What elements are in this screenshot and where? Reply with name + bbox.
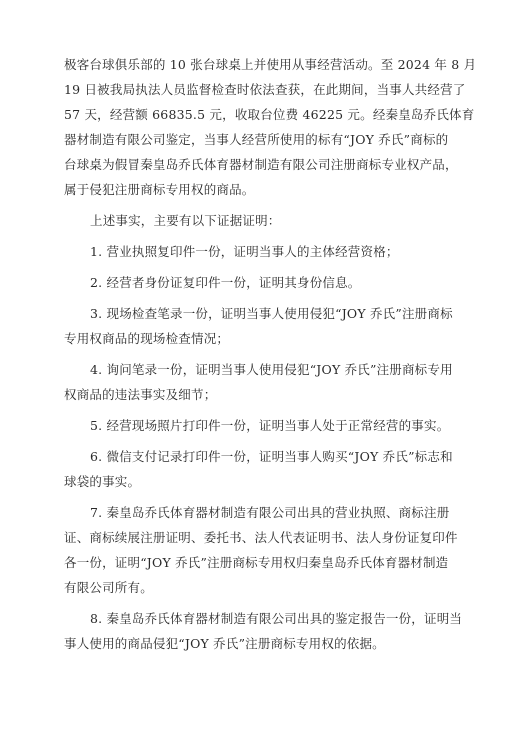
evidence-item-4-line-2: 权商品的违法事实及细节； xyxy=(64,387,217,402)
evidence-item-7-line-4: 有限公司所有。 xyxy=(64,580,153,595)
body-line-1: 极客台球俱乐部的 10 张台球桌上并使用从事经营活动。至 2024 年 8 月 xyxy=(64,57,477,72)
evidence-item-2: 2. 经营者身份证复印件一份，证明其身份信息。 xyxy=(90,275,361,290)
body-line-2: 19 日被我局执法人员监督检查时依法查获，在此期间，当事人共经营了 xyxy=(64,82,466,97)
evidence-item-7-line-2: 证、商标续展注册证明、委托书、法人代表证明书、法人身份证复印件 xyxy=(64,530,458,545)
body-line-5: 台球桌为假冒秦皇岛乔氏体育器材制造有限公司注册商标专业权产品， xyxy=(64,157,458,172)
body-line-3: 57 天，经营额 66835.5 元，收取台位费 46225 元。经秦皇岛乔氏体育 xyxy=(64,107,475,122)
evidence-item-5: 5. 经营现场照片打印件一份，证明当事人处于正常经营的事实。 xyxy=(90,418,450,433)
evidence-item-6-line-2: 球袋的事实。 xyxy=(64,474,141,489)
evidence-item-4-line-1: 4. 询问笔录一份，证明当事人使用侵犯“JOY 乔氏”注册商标专用 xyxy=(90,362,453,377)
evidence-item-8-line-2: 事人使用的商品侵犯“JOY 乔氏”注册商标专用权的依据。 xyxy=(64,636,385,651)
evidence-item-6-line-1: 6. 微信支付记录打印件一份，证明当事人购买“JOY 乔氏”标志和 xyxy=(90,449,453,464)
evidence-item-1: 1. 营业执照复印件一份，证明当事人的主体经营资格； xyxy=(90,244,399,259)
evidence-item-3-line-1: 3. 现场检查笔录一份，证明当事人使用侵犯“JOY 乔氏”注册商标 xyxy=(90,306,453,321)
evidence-intro: 上述事实，主要有以下证据证明： xyxy=(90,213,281,228)
evidence-item-3-line-2: 专用权商品的现场检查情况； xyxy=(64,331,230,346)
evidence-item-7-line-1: 7. 秦皇岛乔氏体育器材制造有限公司出具的营业执照、商标注册 xyxy=(90,505,450,520)
evidence-item-7-line-3: 各一份，证明“JOY 乔氏”注册商标专用权归秦皇岛乔氏体育器材制造 xyxy=(64,555,449,570)
body-line-4: 器材制造有限公司鉴定，当事人经营所使用的标有“JOY 乔氏”商标的 xyxy=(64,132,449,147)
evidence-item-8-line-1: 8. 秦皇岛乔氏体育器材制造有限公司出具的鉴定报告一份，证明当 xyxy=(90,611,463,626)
body-line-6: 属于侵犯注册商标专用权的商品。 xyxy=(64,182,255,197)
